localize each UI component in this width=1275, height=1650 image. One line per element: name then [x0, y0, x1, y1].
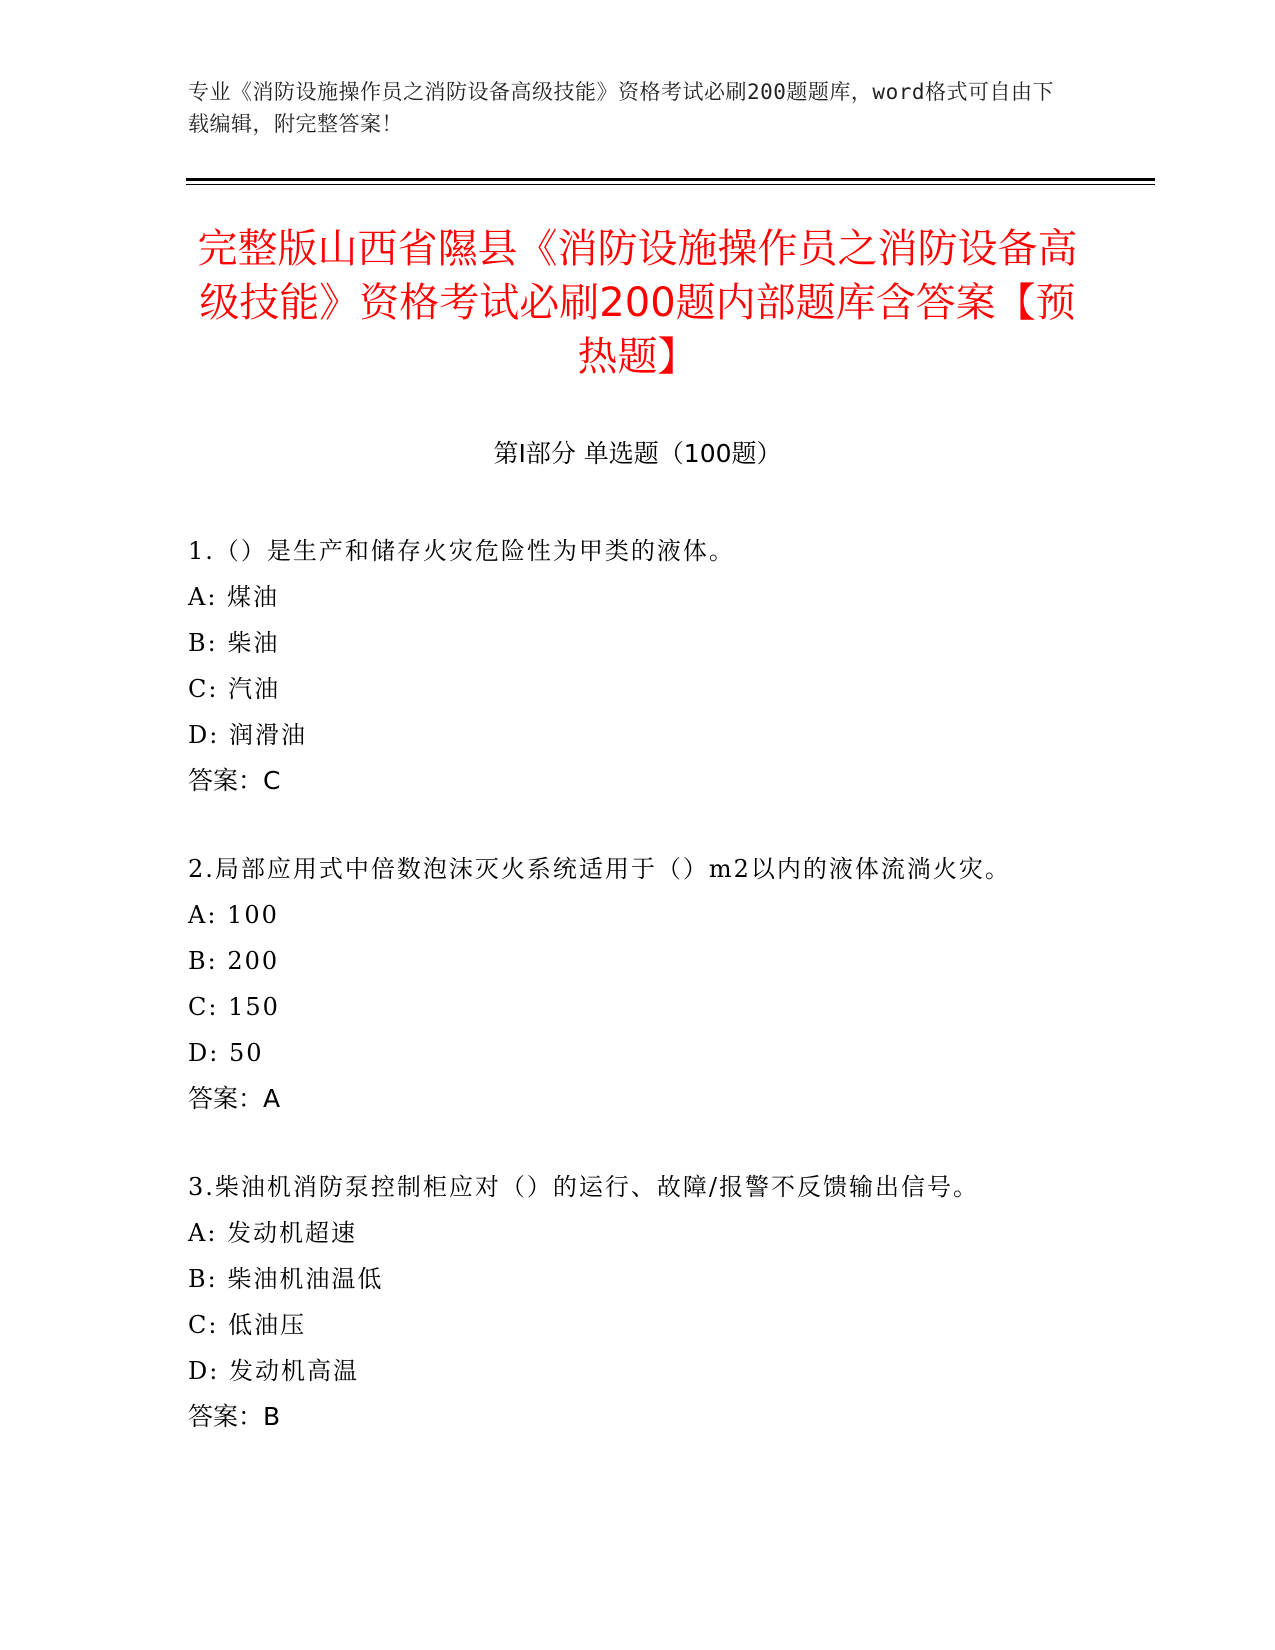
- option-c: C: 汽油: [188, 675, 281, 703]
- answer-line: 答案：A: [188, 1084, 281, 1113]
- option-b: B: 200: [188, 947, 280, 975]
- option-d: D: 发动机高温: [188, 1357, 359, 1385]
- option-c: C: 150: [188, 993, 280, 1021]
- question-stem: 2.局部应用式中倍数泡沫灭火系统适用于（）m2以内的液体流淌火灾。: [188, 855, 1011, 883]
- header-divider-thick: [186, 178, 1155, 181]
- question-item: [188, 846, 1068, 1122]
- question-item: [188, 1164, 1068, 1440]
- section-title: 第I部分 单选题（100题）: [493, 439, 782, 468]
- answer-line: 答案：C: [188, 766, 281, 795]
- header-note: 专业《消防设施操作员之消防设备高级技能》资格考试必刷200题题库，word格式可自由下载编辑，附完整答案！: [188, 80, 1054, 136]
- question-item: [188, 528, 1068, 804]
- question-list: [188, 528, 1068, 1482]
- option-a: A: 煤油: [188, 583, 280, 611]
- option-b: B: 柴油: [188, 629, 280, 657]
- option-a: A: 100: [188, 901, 279, 929]
- question-stem: 3.柴油机消防泵控制柜应对（）的运行、故障/报警不反馈输出信号。: [188, 1173, 979, 1201]
- option-b: B: 柴油机油温低: [188, 1265, 384, 1293]
- option-a: A: 发动机超速: [188, 1219, 358, 1247]
- option-c: C: 低油压: [188, 1311, 307, 1339]
- question-stem: 1.（）是生产和储存火灾危险性为甲类的液体。: [188, 537, 735, 565]
- option-d: D: 润滑油: [188, 721, 307, 749]
- answer-line: 答案：B: [188, 1402, 281, 1431]
- option-d: D: 50: [188, 1039, 264, 1067]
- document-title: 完整版山西省隰县《消防设施操作员之消防设备高级技能》资格考试必刷200题内部题库含答案【预热题】: [197, 226, 1078, 380]
- header-divider-thin: [186, 184, 1155, 185]
